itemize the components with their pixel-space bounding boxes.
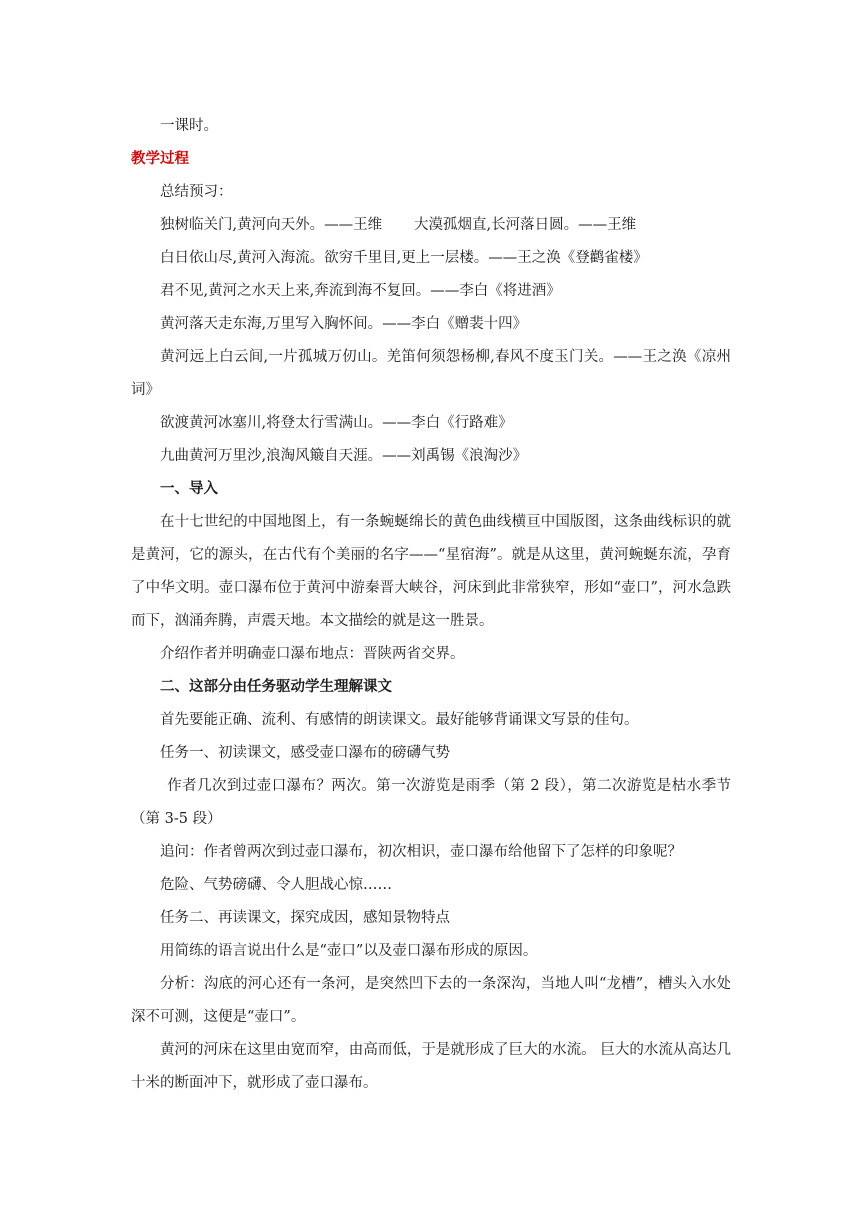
poem-wangwei-1: 独树临关门,黄河向天外。——王维 bbox=[160, 217, 383, 233]
paragraph-visit-count: 作者几次到过壶口瀑布？两次。第一次游览是雨季（第 2 段），第二次游览是枯水季节（第 3-5 段） bbox=[131, 778, 731, 827]
paragraph-author-location: 介绍作者并明确壶口瀑布地点：晋陕两省交界。 bbox=[160, 646, 465, 662]
poem-line-xingluna: 欲渡黄河冰塞川,将登太行雪满山。——李白《行路难》 bbox=[160, 415, 513, 431]
poem-line-wangwei bbox=[131, 209, 731, 242]
section-heading-introduction: 一、导入 bbox=[160, 481, 218, 497]
paragraph-hukou-question: 用简练的语言说出什么是“壶口”以及壶口瀑布形成的原因。 bbox=[160, 943, 538, 959]
paragraph-follow-up-question: 追问：作者曾两次到过壶口瀑布，初次相识，壶口瀑布给他留下了怎样的印象呢？ bbox=[160, 844, 682, 860]
paragraph-analysis: 分析：沟底的河心还有一条河，是突然凹下去的一条深沟，当地人叫“龙槽”，槽头入水处深不可测，这便是“壶口”。 bbox=[131, 976, 731, 1025]
paragraph-class-period: 一课时。 bbox=[160, 118, 218, 134]
paragraph-reading-requirement: 首先要能正确、流利、有感情的朗读课文。最好能够背诵课文写景的佳句。 bbox=[160, 712, 639, 728]
poem-wangwei-2: 大漠孤烟直,长河落日圆。——王维 bbox=[414, 217, 637, 233]
poem-line-jiangjinjiu: 君不见,黄河之水天上来,奔流到海不复回。——李白《将进酒》 bbox=[160, 283, 561, 299]
paragraph-waterfall-formation: 黄河的河床在这里由宽而窄，由高而低，于是就形成了巨大的水流。 巨大的水流从高达几十米的断面冲下，就形成了壶口瀑布。 bbox=[131, 1042, 731, 1091]
paragraph-introduction: 在十七世纪的中国地图上，有一条蜿蜒绵长的黄色曲线横亘中国版图，这条曲线标识的就是黄河，它的源头，在古代有个美丽的名字——“星宿海”。就是从这里，黄河蜿蜒东流，孕育了中华文明。壶口瀑布位于黄河中游秦晋大峡谷，河床到此非常狭窄，形如“壶口”，河水急跌而下，汹涌奔腾，声震天地。本文描绘的就是这一胜景。 bbox=[131, 514, 731, 629]
paragraph-preview-summary: 总结预习： bbox=[160, 184, 233, 200]
section-heading-teaching-process: 教学过程 bbox=[131, 151, 189, 167]
poem-line-liangzhouci: 黄河远上白云间,一片孤城万仞山。羌笛何须怨杨柳,春风不度玉门关。——王之涣《凉州词》 bbox=[131, 349, 731, 398]
paragraph-impression: 危险、气势磅礴、令人胆战心惊…… bbox=[160, 877, 392, 893]
poem-line-zengpeishisi: 黄河落天走东海,万里写入胸怀间。——李白《赠裴十四》 bbox=[160, 316, 528, 332]
poem-line-dengquequelou: 白日依山尽,黄河入海流。欲穷千里目,更上一层楼。——王之涣《登鹳雀楼》 bbox=[160, 250, 648, 266]
paragraph-task-two: 任务二、再读课文，探究成因，感知景物特点 bbox=[160, 910, 450, 926]
paragraph-task-one: 任务一、初读课文，感受壶口瀑布的磅礴气势 bbox=[160, 745, 450, 761]
document-body bbox=[131, 110, 731, 1100]
section-heading-task-driven: 二、这部分由任务驱动学生理解课文 bbox=[160, 679, 392, 695]
poem-line-langtaosha: 九曲黄河万里沙,浪淘风簸自天涯。——刘禹锡《浪淘沙》 bbox=[160, 448, 528, 464]
